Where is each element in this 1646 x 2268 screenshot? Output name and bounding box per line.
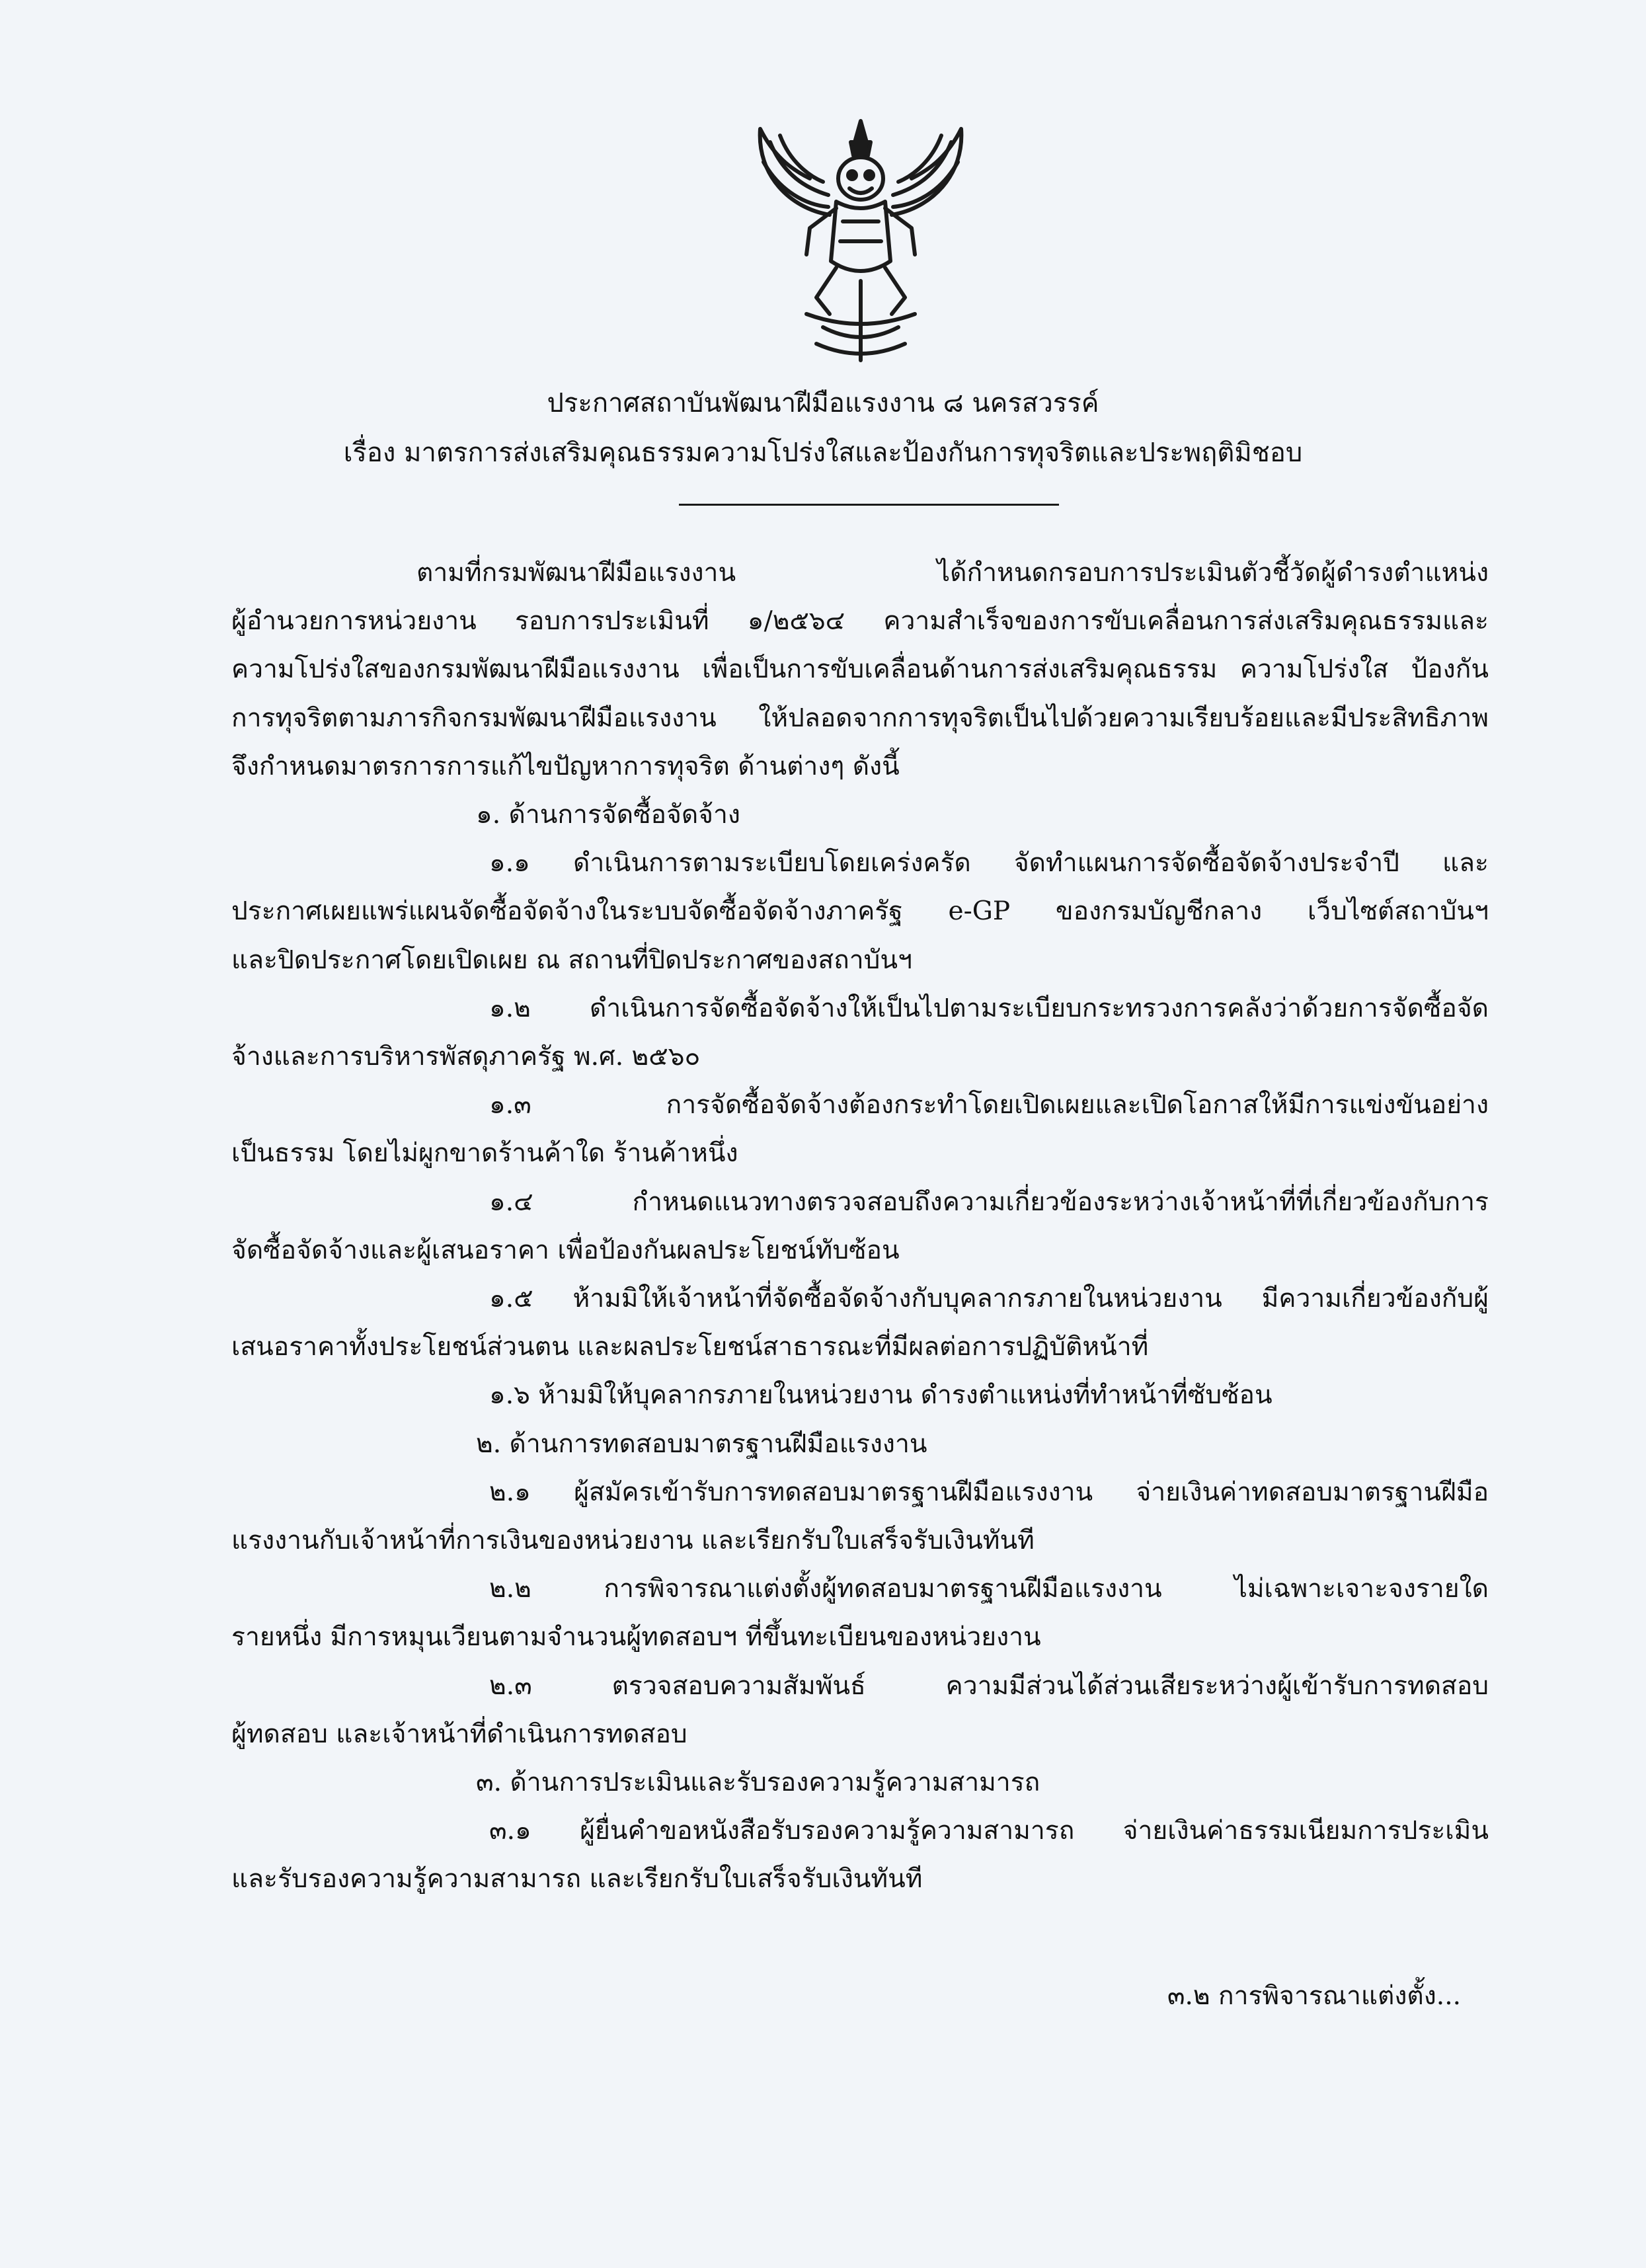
clause-line: ๑.๕ ห้ามมิให้เจ้าหน้าที่จัดซื้อจัดจ้างกับบุคลากรภายในหน่วยงาน มีความเกี่ยวข้องกับผู้ — [489, 1284, 1489, 1314]
clause-line: ๒.๑ ผู้สมัครเข้ารับการทดสอบมาตรฐานฝีมือแรงงาน จ่ายเงินค่าทดสอบมาตรฐานฝีมือ — [489, 1477, 1489, 1507]
continuation-note: ๓.๒ การพิจารณาแต่งตั้ง... — [1167, 1981, 1461, 2011]
heading-divider — [679, 504, 1059, 506]
clause-line: ผู้ทดสอบ และเจ้าหน้าที่ดำเนินการทดสอบ — [231, 1719, 687, 1749]
clause-line: จ้างและการบริหารพัสดุภาครัฐ พ.ศ. ๒๕๖๐ — [231, 1042, 701, 1072]
clause-line: ๒.๓ ตรวจสอบความสัมพันธ์ ความมีส่วนได้ส่วนเสียระหว่างผู้เข้ารับการทดสอบ — [489, 1670, 1489, 1701]
clause-line: รายหนึ่ง มีการหมุนเวียนตามจำนวนผู้ทดสอบฯ ที่ขึ้นทะเบียนของหน่วยงาน — [231, 1622, 1041, 1653]
clause-line: ๓.๑ ผู้ยื่นคำขอหนังสือรับรองความรู้ความสามารถ จ่ายเงินค่าธรรมเนียมการประเมิน — [489, 1816, 1489, 1846]
clause-line: ๑.๖ ห้ามมิให้บุคลากรภายในหน่วยงาน ดำรงตำแหน่งที่ทำหน้าที่ซับซ้อน — [489, 1380, 1273, 1411]
clause-line: แรงงานกับเจ้าหน้าที่การเงินของหน่วยงาน และเรียกรับใบเสร็จรับเงินทันที — [231, 1526, 1035, 1556]
clause-line: และรับรองความรู้ความสามารถ และเรียกรับใบเสร็จรับเงินทันที — [231, 1864, 923, 1895]
garuda-emblem-icon — [744, 116, 978, 370]
clause-line: ๑.๓ การจัดซื้อจัดจ้างต้องกระทำโดยเปิดเผยและเปิดโอกาสให้มีการแข่งขันอย่าง — [489, 1090, 1489, 1120]
clause-line: ประกาศเผยแพร่แผนจัดซื้อจัดจ้างในระบบจัดซื้อจัดจ้างภาครัฐ e-GP ของกรมบัญชีกลาง เว็บไซต์สถาบันฯ — [231, 896, 1489, 927]
section-heading: ๑. ด้านการจัดซื้อจัดจ้าง — [476, 800, 740, 830]
announcement-title: ประกาศสถาบันพัฒนาฝีมือแรงงาน ๘ นครสวรรค์ — [547, 388, 1099, 418]
clause-line: และปิดประกาศโดยเปิดเผย ณ สถานที่ปิดประกาศของสถาบันฯ — [231, 945, 912, 975]
clause-line: ๑.๒ ดำเนินการจัดซื้อจัดจ้างให้เป็นไปตามระเบียบกระทรวงการคลังว่าด้วยการจัดซื้อจัด — [489, 993, 1489, 1023]
paragraph-line: จึงกำหนดมาตรการการแก้ไขปัญหาการทุจริต ด้านต่างๆ ดังนี้ — [231, 751, 900, 781]
section-heading: ๓. ด้านการประเมินและรับรองความรู้ความสามารถ — [476, 1768, 1040, 1798]
clause-line: ๑.๔ กำหนดแนวทางตรวจสอบถึงความเกี่ยวข้องระหว่างเจ้าหน้าที่ที่เกี่ยวข้องกับการ — [489, 1187, 1489, 1217]
announcement-subject: เรื่อง มาตรการส่งเสริมคุณธรรมความโปร่งใสและป้องกันการทุจริตและประพฤติมิชอบ — [343, 438, 1303, 468]
paragraph-line: ความโปร่งใสของกรมพัฒนาฝีมือแรงงาน เพื่อเป็นการขับเคลื่อนด้านการส่งเสริมคุณธรรม ความโปร่งใส ป้องกัน — [231, 654, 1489, 685]
paragraph-line: ตามที่กรมพัฒนาฝีมือแรงงาน ได้กำหนดกรอบการประเมินตัวชี้วัดผู้ดำรงตำแหน่ง — [416, 558, 1489, 588]
clause-line: ๑.๑ ดำเนินการตามระเบียบโดยเคร่งครัด จัดทำแผนการจัดซื้อจัดจ้างประจำปี และ — [489, 848, 1489, 879]
clause-line: จัดซื้อจัดจ้างและผู้เสนอราคา เพื่อป้องกันผลประโยชน์ทับซ้อน — [231, 1235, 900, 1265]
clause-line: ๒.๒ การพิจารณาแต่งตั้งผู้ทดสอบมาตรฐานฝีมือแรงงาน ไม่เฉพาะเจาะจงรายใด — [489, 1574, 1489, 1604]
clause-line: เป็นธรรม โดยไม่ผูกขาดร้านค้าใด ร้านค้าหนึ่ง — [231, 1138, 738, 1169]
document-body — [231, 549, 1489, 1904]
section-heading: ๒. ด้านการทดสอบมาตรฐานฝีมือแรงงาน — [476, 1428, 927, 1459]
paragraph-line: ผู้อำนวยการหน่วยงาน รอบการประเมินที่ ๑/๒๕๖๔ ความสำเร็จของการขับเคลื่อนการส่งเสริมคุณธรรมและ — [231, 606, 1489, 637]
paragraph-line: การทุจริตตามภารกิจกรมพัฒนาฝีมือแรงงาน ให้ปลอดจากการทุจริตเป็นไปด้วยความเรียบร้อยและมีประสิทธิภาพ — [231, 703, 1489, 733]
clause-line: เสนอราคาทั้งประโยชน์ส่วนตน และผลประโยชน์สาธารณะที่มีผลต่อการปฏิบัติหน้าที่ — [231, 1332, 1149, 1362]
